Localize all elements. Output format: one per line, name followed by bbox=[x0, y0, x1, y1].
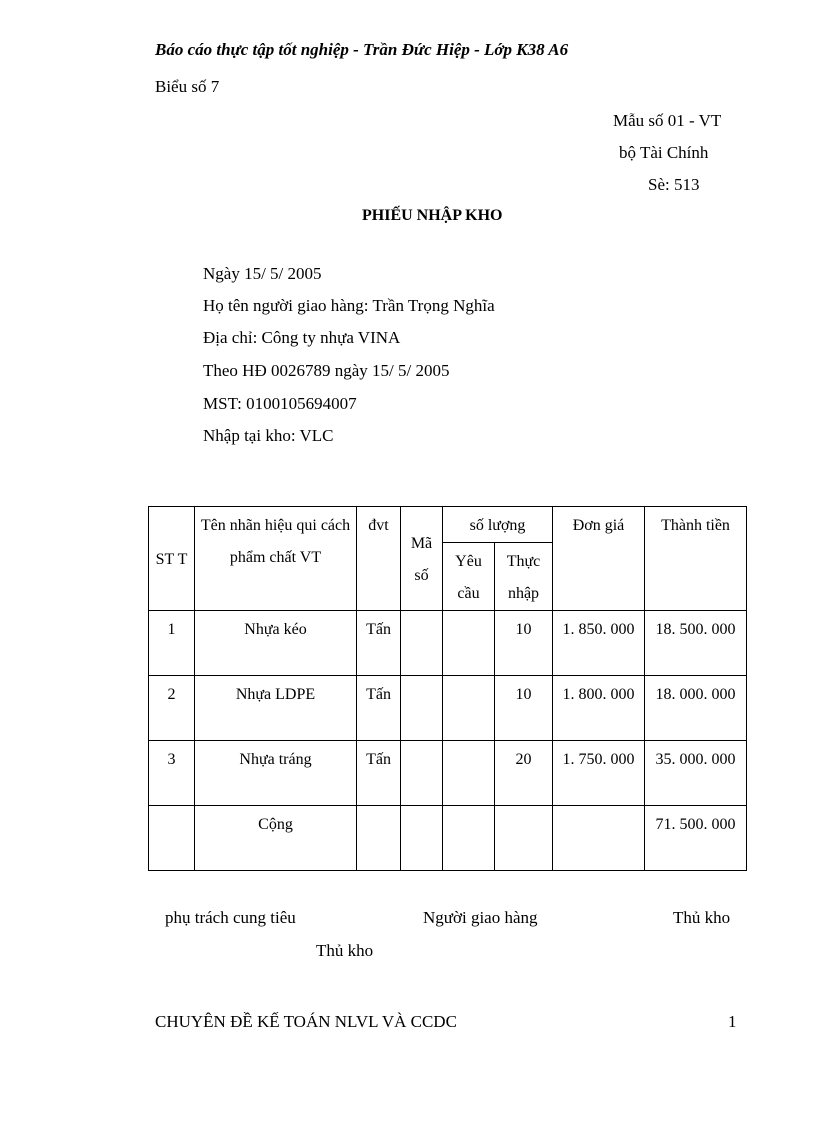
table-row bbox=[149, 741, 747, 806]
row-unit-price: 1. 750. 000 bbox=[553, 741, 645, 806]
row-item-name: Nhựa kéo bbox=[195, 611, 357, 676]
table-row bbox=[149, 611, 747, 676]
row-item-name: Nhựa LDPE bbox=[195, 676, 357, 741]
page-header: Báo cáo thực tập tốt nghiệp - Trần Đức Hiệp - Lớp K38 A6 bbox=[155, 40, 569, 59]
row-item-name: Nhựa tráng bbox=[195, 741, 357, 806]
row-stt: 1 bbox=[149, 611, 195, 676]
row-requested bbox=[443, 611, 495, 676]
header-unit-price: Đơn giá bbox=[553, 507, 645, 611]
row-amount: 18. 500. 000 bbox=[645, 611, 747, 676]
header-actual: Thực nhập bbox=[495, 543, 553, 611]
header-stt: ST T bbox=[149, 507, 195, 611]
total-label: Cộng bbox=[195, 806, 357, 871]
header-unit: đvt bbox=[357, 507, 401, 611]
row-stt: 3 bbox=[149, 741, 195, 806]
header-code: Mã số bbox=[401, 507, 443, 611]
header-requested: Yêu cầu bbox=[443, 543, 495, 611]
row-unit: Tấn bbox=[357, 676, 401, 741]
row-amount: 35. 000. 000 bbox=[645, 741, 747, 806]
document-title: PHIẾU NHẬP KHO bbox=[362, 207, 503, 224]
tax-code: MST: 0100105694007 bbox=[203, 394, 357, 413]
form-template-number: Mẫu số 01 - VT bbox=[613, 111, 722, 130]
goods-receipt-table bbox=[148, 506, 747, 871]
signature-deliverer: Người giao hàng bbox=[423, 908, 538, 927]
total-amount: 71. 500. 000 bbox=[645, 806, 747, 871]
row-requested bbox=[443, 676, 495, 741]
row-requested bbox=[443, 741, 495, 806]
voucher-number: Sè: 513 bbox=[648, 175, 700, 194]
deliverer-address: Địa chỉ: Công ty nhựa VINA bbox=[203, 328, 401, 347]
ministry-label: bộ Tài Chính bbox=[619, 143, 709, 162]
receipt-date: Ngày 15/ 5/ 2005 bbox=[203, 264, 322, 283]
footer-topic: CHUYÊN ĐỀ KẾ TOÁN NLVL VÀ CCDC bbox=[155, 1012, 457, 1031]
warehouse: Nhập tại kho: VLC bbox=[203, 426, 334, 445]
row-unit: Tấn bbox=[357, 611, 401, 676]
row-unit: Tấn bbox=[357, 741, 401, 806]
header-amount: Thành tiền bbox=[645, 507, 747, 611]
row-code bbox=[401, 676, 443, 741]
form-number-label: Biểu số 7 bbox=[155, 77, 220, 96]
row-stt: 2 bbox=[149, 676, 195, 741]
signature-keeper: Thủ kho bbox=[673, 908, 731, 927]
row-unit-price: 1. 850. 000 bbox=[553, 611, 645, 676]
header-item-name: Tên nhãn hiệu qui cách phẩm chất VT bbox=[195, 507, 357, 611]
table-row bbox=[149, 676, 747, 741]
row-code bbox=[401, 611, 443, 676]
row-actual: 20 bbox=[495, 741, 553, 806]
row-code bbox=[401, 741, 443, 806]
signature-second: Thủ kho bbox=[316, 941, 374, 960]
row-unit-price: 1. 800. 000 bbox=[553, 676, 645, 741]
row-actual: 10 bbox=[495, 676, 553, 741]
signature-supply: phụ trách cung tiêu bbox=[165, 908, 296, 927]
deliverer-name: Họ tên người giao hàng: Trần Trọng Nghĩa bbox=[203, 296, 495, 315]
contract-reference: Theo HĐ 0026789 ngày 15/ 5/ 2005 bbox=[203, 361, 450, 380]
row-amount: 18. 000. 000 bbox=[645, 676, 747, 741]
row-actual: 10 bbox=[495, 611, 553, 676]
page-number: 1 bbox=[728, 1012, 737, 1031]
header-quantity: số lượng bbox=[443, 507, 553, 543]
total-row bbox=[149, 806, 747, 871]
